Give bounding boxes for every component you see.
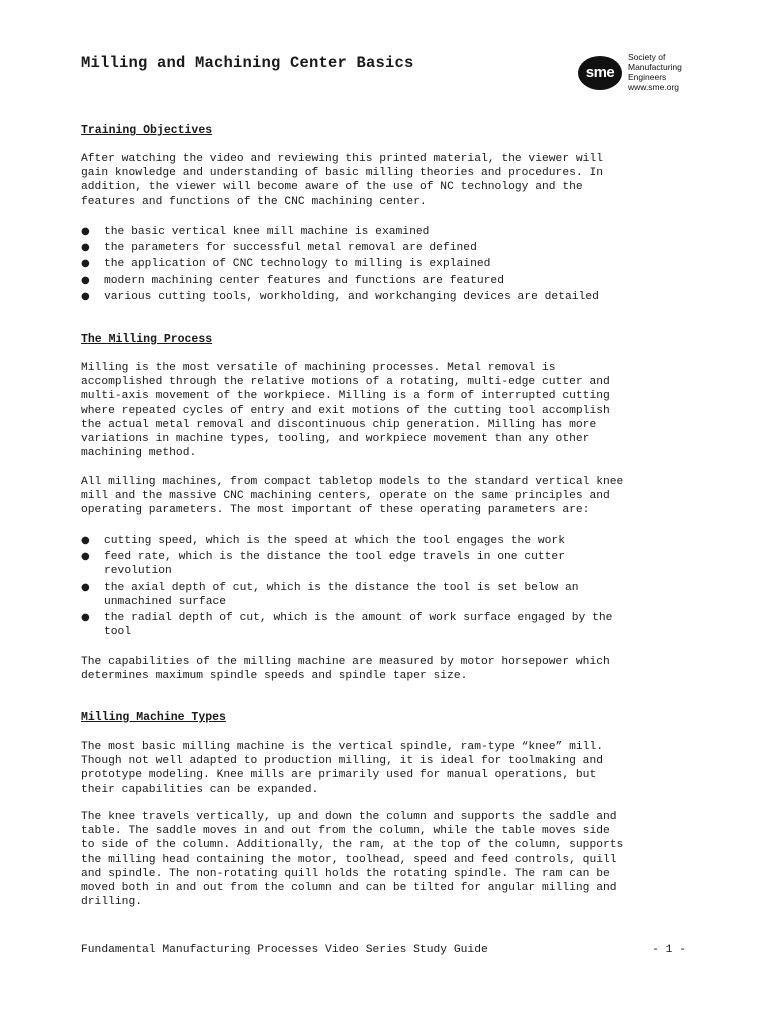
bullet-icon: ● xyxy=(81,226,90,237)
list-item xyxy=(81,290,691,304)
list-item-text: modern machining center features and functions are featured xyxy=(104,274,504,287)
list-item xyxy=(81,611,691,639)
bullet-icon: ● xyxy=(81,274,90,286)
logo-line: Manufacturing xyxy=(628,62,682,72)
milling-process-paragraph-3: The capabilities of the milling machine are measured by motor horsepower which determines maximum spindle speeds and spindle taper size. xyxy=(81,656,610,683)
machine-types-paragraph-1: The most basic milling machine is the vertical spindle, ram-type “knee” mill. Though not well adapted to production milling, it is ideal for toolmaking and prototype modeling. Knee mills are primarily used for manual operations, but their capabilities can be expanded. xyxy=(81,741,604,796)
list-item-text: the radial depth of cut, which is the amount of work surface engaged by the tool xyxy=(104,612,613,639)
sme-logo-mark: sme xyxy=(578,56,622,90)
list-item-text: various cutting tools, workholding, and workchanging devices are detailed xyxy=(104,290,599,303)
logo-line: www.sme.org xyxy=(628,82,680,92)
list-item xyxy=(81,241,691,255)
list-item-text: the parameters for successful metal removal are defined xyxy=(104,242,477,255)
list-item xyxy=(81,550,691,578)
page-number: - 1 - xyxy=(652,944,686,956)
bullet-icon: ● xyxy=(81,551,90,563)
bullet-icon: ● xyxy=(81,612,90,624)
machine-types-paragraph-2: The knee travels vertically, up and down the column and supports the saddle and table. The saddle moves in and out from the column, while the table moves side to side of the column. Additionally, the ram, at the top of the column, supports the milling head containing the motor, toolhead, speed and feed controls, quill and spindle. The non-rotating quill holds the rotating spindle. The ram can be moved both in and out from the column and can be tilted for angular milling and drilling. xyxy=(81,811,624,909)
bullet-icon: ● xyxy=(81,290,90,302)
list-item xyxy=(81,257,691,271)
list-item xyxy=(81,581,691,609)
operating-parameters-list xyxy=(81,534,691,639)
list-item-text: feed rate, which is the distance the tool edge travels in one cutter revolution xyxy=(104,551,565,578)
footer-series-title: Fundamental Manufacturing Processes Video Series Study Guide xyxy=(81,944,488,956)
milling-process-paragraph-1: Milling is the most versatile of machining processes. Metal removal is accomplished through the relative motions of a rotating, multi-edge cutter and multi-axis movement of the workpiece. Milling is a form of interrupted cutting where repeated cycles of entry and exit motions of the cutting tool accomplish the actual metal removal and discontinuous chip generation. Milling has more variations in machine types, tooling, and workpiece movement than any other machining method. xyxy=(81,362,610,460)
document-title: Milling and Machining Center Basics xyxy=(81,54,414,72)
sme-logo-text xyxy=(628,52,682,92)
list-item-text: cutting speed, which is the speed at which the tool engages the work xyxy=(104,535,565,547)
training-objectives-list xyxy=(81,225,691,304)
list-item xyxy=(81,534,691,548)
bullet-icon: ● xyxy=(81,581,90,593)
milling-process-heading: The Milling Process xyxy=(81,333,213,346)
page-footer xyxy=(81,944,686,956)
list-item-text: the axial depth of cut, which is the distance the tool is set below an unmachined surface xyxy=(104,581,579,608)
milling-process-paragraph-2: All milling machines, from compact tabletop models to the standard vertical knee mill and the massive CNC machining centers, operate on the same principles and operating parameters. The most important of these operating parameters are: xyxy=(81,476,624,517)
milling-machine-types-heading: Milling Machine Types xyxy=(81,711,226,724)
logo-line: Society of xyxy=(628,52,666,62)
training-intro-paragraph: After watching the video and reviewing this printed material, the viewer will gain knowledge and understanding of basic milling theories and procedures. In addition, the viewer will become aware of the use of NC technology and the features and functions of the CNC machining center. xyxy=(81,153,604,208)
list-item xyxy=(81,274,691,288)
logo-line: Engineers xyxy=(628,72,667,82)
sme-logo xyxy=(578,52,698,96)
bullet-icon: ● xyxy=(81,258,90,270)
bullet-icon: ● xyxy=(81,535,90,546)
list-item xyxy=(81,225,691,239)
list-item-text: the basic vertical knee mill machine is examined xyxy=(104,226,430,238)
bullet-icon: ● xyxy=(81,242,90,254)
list-item-text: the application of CNC technology to milling is explained xyxy=(104,258,491,271)
training-objectives-heading: Training Objectives xyxy=(81,124,213,137)
